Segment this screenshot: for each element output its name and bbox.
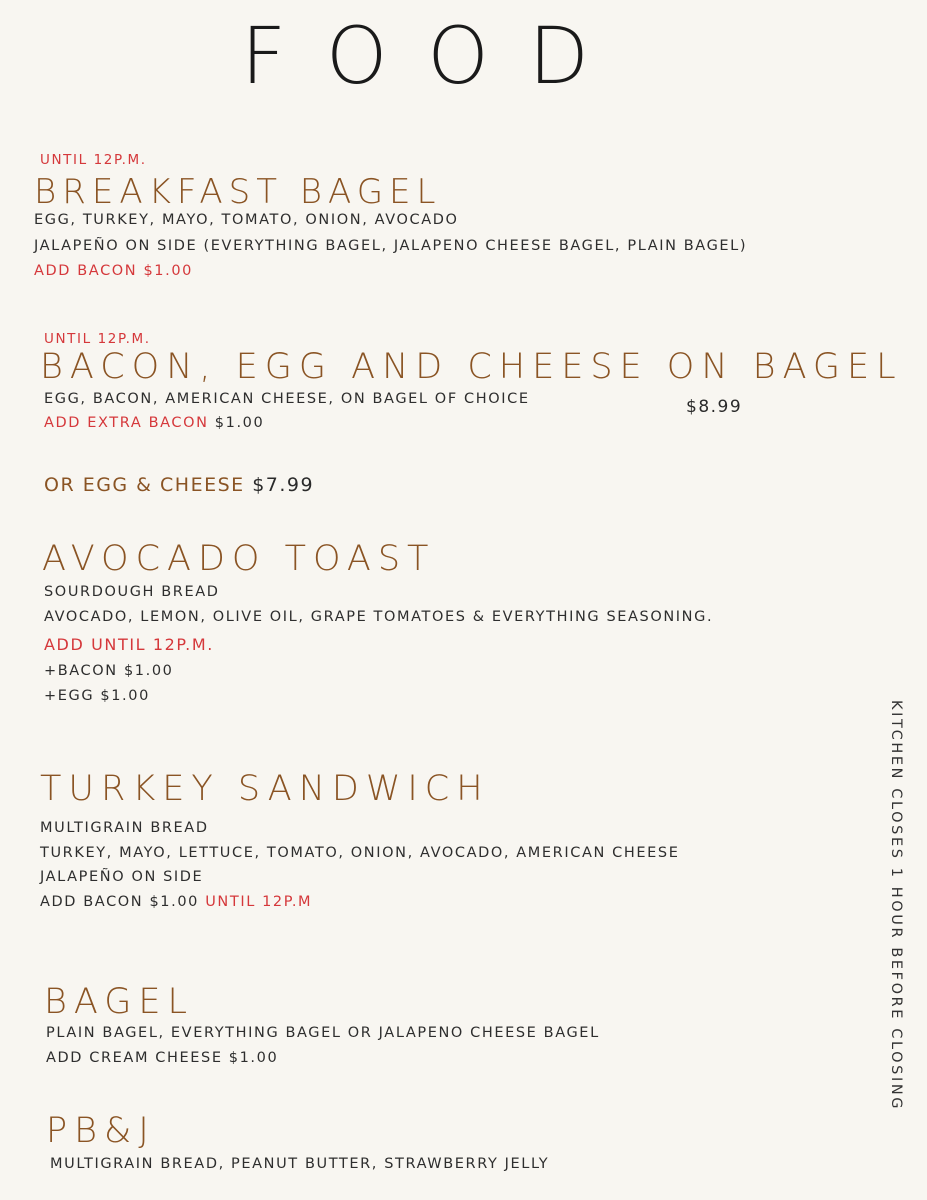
bec-bagel-time-note: UNTIL 12P.M. bbox=[44, 331, 151, 347]
turkey-sandwich-addon-label: ADD BACON $1.00 bbox=[40, 894, 199, 910]
breakfast-bagel-addon: ADD BACON $1.00 bbox=[34, 263, 193, 279]
turkey-sandwich-addon-note: UNTIL 12P.M bbox=[205, 894, 313, 910]
bec-bagel-addon-price: $1.00 bbox=[214, 415, 265, 431]
bec-bagel-price: $8.99 bbox=[686, 397, 743, 417]
bec-bagel-ingredients: EGG, BACON, AMERICAN CHEESE, ON BAGEL OF CHOICE bbox=[44, 391, 530, 407]
pbj-heading: PB&J bbox=[46, 1111, 156, 1151]
turkey-sandwich-heading: TURKEY SANDWICH bbox=[40, 769, 490, 809]
avocado-toast-ingredients: AVOCADO, LEMON, OLIVE OIL, GRAPE TOMATOES & EVERYTHING SEASONING. bbox=[44, 609, 714, 625]
breakfast-bagel-options: JALAPEÑO ON SIDE (EVERYTHING BAGEL, JALAPENO CHEESE BAGEL, PLAIN BAGEL) bbox=[34, 238, 748, 254]
turkey-sandwich-bread: MULTIGRAIN BREAD bbox=[40, 820, 209, 836]
breakfast-bagel-ingredients: EGG, TURKEY, MAYO, TOMATO, ONION, AVOCADO bbox=[34, 212, 459, 228]
bagel-addon: ADD CREAM CHEESE $1.00 bbox=[46, 1050, 279, 1066]
bec-bagel-addon-label: ADD EXTRA BACON bbox=[44, 415, 209, 431]
avocado-toast-addon-bacon: +BACON $1.00 bbox=[44, 663, 174, 679]
egg-cheese-price: $7.99 bbox=[252, 474, 315, 496]
kitchen-closing-note: KITCHEN CLOSES 1 HOUR BEFORE CLOSING bbox=[888, 700, 904, 1112]
avocado-toast-bread: SOURDOUGH BREAD bbox=[44, 584, 220, 600]
pbj-ingredients: MULTIGRAIN BREAD, PEANUT BUTTER, STRAWBERRY JELLY bbox=[50, 1156, 550, 1172]
turkey-sandwich-ingredients: TURKEY, MAYO, LETTUCE, TOMATO, ONION, AVOCADO, AMERICAN CHEESE bbox=[40, 845, 680, 861]
bagel-heading: BAGEL bbox=[44, 982, 194, 1022]
avocado-toast-heading: AVOCADO TOAST bbox=[42, 539, 436, 579]
breakfast-bagel-heading: BREAKFAST BAGEL bbox=[34, 172, 442, 212]
bec-bagel-heading: BACON, EGG AND CHEESE ON BAGEL bbox=[40, 347, 903, 387]
egg-cheese-option bbox=[44, 474, 314, 496]
avocado-toast-addon-egg: +EGG $1.00 bbox=[44, 688, 150, 704]
page-title: FOOD bbox=[241, 12, 629, 102]
turkey-sandwich-side: JALAPEÑO ON SIDE bbox=[40, 869, 204, 885]
bagel-options: PLAIN BAGEL, EVERYTHING BAGEL OR JALAPENO CHEESE BAGEL bbox=[46, 1025, 600, 1041]
avocado-toast-add-note: ADD UNTIL 12P.M. bbox=[44, 635, 214, 654]
turkey-sandwich-addon bbox=[40, 893, 312, 911]
bec-bagel-addon bbox=[44, 414, 264, 432]
egg-cheese-label: OR EGG & CHEESE bbox=[44, 474, 245, 496]
breakfast-bagel-time-note: UNTIL 12P.M. bbox=[40, 152, 147, 168]
